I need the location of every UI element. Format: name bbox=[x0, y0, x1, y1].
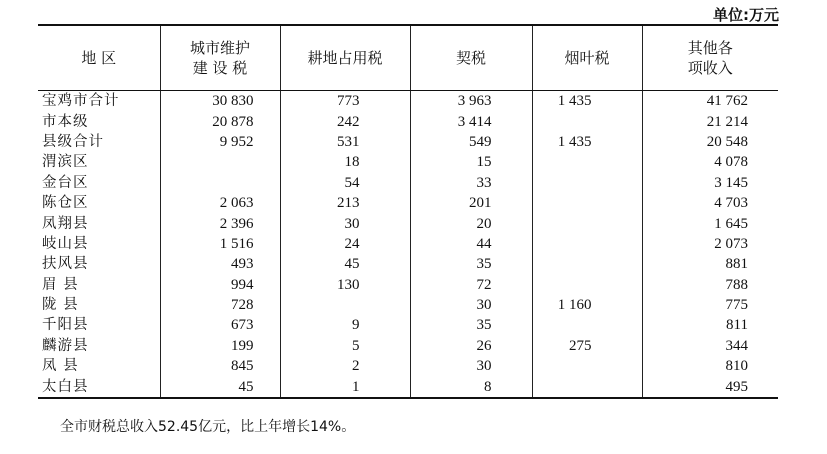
other-income-cell: 788 bbox=[725, 276, 748, 293]
table-row bbox=[38, 213, 778, 233]
table-row bbox=[38, 193, 778, 213]
table-row bbox=[38, 295, 778, 315]
header-other-line1: 其他各 bbox=[687, 39, 733, 57]
region-cell: 太白县 bbox=[38, 376, 160, 397]
urban-tax-cell: 673 bbox=[160, 315, 280, 335]
footnote: 全市财税总收入52.45亿元，比上年增长14%。 bbox=[60, 419, 356, 435]
tobacco-tax-cell: 1 160 bbox=[532, 295, 642, 315]
farmland-tax-cell: 1 bbox=[280, 376, 410, 397]
farmland-tax-cell: 773 bbox=[280, 91, 410, 112]
tobacco-tax-cell: 1 435 bbox=[532, 91, 642, 112]
deed-tax-cell: 201 bbox=[410, 193, 532, 213]
deed-tax-cell: 8 bbox=[410, 376, 532, 397]
region-cell: 扶风县 bbox=[38, 254, 160, 274]
deed-tax-cell: 549 bbox=[410, 132, 532, 152]
header-urban-tax bbox=[160, 25, 280, 91]
urban-tax-cell: 30 830 bbox=[160, 91, 280, 112]
farmland-tax-cell: 2 bbox=[280, 356, 410, 376]
farmland-tax-cell bbox=[280, 295, 410, 315]
table-row bbox=[38, 336, 778, 356]
farmland-tax-cell: 213 bbox=[280, 193, 410, 213]
urban-tax-cell: 9 952 bbox=[160, 132, 280, 152]
deed-tax-cell: 3 963 bbox=[410, 91, 532, 112]
tobacco-tax-cell: 275 bbox=[532, 336, 642, 356]
urban-tax-cell: 994 bbox=[160, 275, 280, 295]
urban-tax-cell: 1 516 bbox=[160, 234, 280, 254]
region-cell: 岐山县 bbox=[38, 234, 160, 254]
other-income-cell: 495 bbox=[642, 376, 778, 397]
farmland-tax-cell: 54 bbox=[280, 173, 410, 193]
other-income-cell: 3 145 bbox=[714, 174, 748, 191]
other-income-cell: 881 bbox=[725, 256, 748, 273]
region-cell: 市本级 bbox=[38, 111, 160, 131]
other-income-cell: 21 214 bbox=[706, 113, 748, 130]
table-row bbox=[38, 234, 778, 254]
urban-tax-cell: 199 bbox=[160, 336, 280, 356]
other-income-cell: 4 703 bbox=[714, 195, 748, 212]
deed-tax-cell: 44 bbox=[410, 234, 532, 254]
tobacco-tax-cell bbox=[532, 254, 642, 274]
deed-tax-cell: 30 bbox=[410, 295, 532, 315]
farmland-tax-cell: 9 bbox=[280, 315, 410, 335]
table-row bbox=[38, 376, 778, 397]
other-income-cell: 41 762 bbox=[706, 93, 748, 110]
tobacco-tax-cell bbox=[532, 111, 642, 131]
region-cell: 凤 县 bbox=[38, 356, 160, 376]
other-income-cell: 4 078 bbox=[714, 154, 748, 171]
other-income-cell: 775 bbox=[725, 297, 748, 314]
urban-tax-cell: 845 bbox=[160, 356, 280, 376]
deed-tax-cell: 26 bbox=[410, 336, 532, 356]
table-row bbox=[38, 356, 778, 376]
farmland-tax-cell: 18 bbox=[280, 152, 410, 172]
other-income-cell: 344 bbox=[725, 337, 748, 354]
farmland-tax-cell: 531 bbox=[280, 132, 410, 152]
farmland-tax-cell: 5 bbox=[280, 336, 410, 356]
urban-tax-cell: 493 bbox=[160, 254, 280, 274]
urban-tax-cell: 2 396 bbox=[160, 213, 280, 233]
deed-tax-cell: 20 bbox=[410, 213, 532, 233]
urban-tax-cell: 728 bbox=[160, 295, 280, 315]
region-cell: 陇 县 bbox=[38, 295, 160, 315]
region-cell: 千阳县 bbox=[38, 315, 160, 335]
deed-tax-cell: 33 bbox=[410, 173, 532, 193]
header-deed-tax: 契税 bbox=[410, 25, 532, 91]
header-farmland-tax: 耕地占用税 bbox=[280, 25, 410, 91]
region-cell: 凤翔县 bbox=[38, 213, 160, 233]
table-row bbox=[38, 315, 778, 335]
other-income-cell: 1 645 bbox=[714, 215, 748, 232]
header-other-line2: 项收入 bbox=[687, 59, 733, 77]
region-cell: 眉 县 bbox=[38, 275, 160, 295]
tobacco-tax-cell bbox=[532, 275, 642, 295]
table-row bbox=[38, 173, 778, 193]
region-cell: 陈仓区 bbox=[38, 193, 160, 213]
farmland-tax-cell: 45 bbox=[280, 254, 410, 274]
table-row bbox=[38, 132, 778, 152]
deed-tax-cell: 35 bbox=[410, 315, 532, 335]
tobacco-tax-cell bbox=[532, 356, 642, 376]
header-region: 地 区 bbox=[38, 25, 160, 91]
tobacco-tax-cell: 1 435 bbox=[532, 132, 642, 152]
farmland-tax-cell: 130 bbox=[280, 275, 410, 295]
tobacco-tax-cell bbox=[532, 234, 642, 254]
other-income-cell: 20 548 bbox=[706, 133, 748, 150]
urban-tax-cell: 45 bbox=[160, 376, 280, 397]
table-row bbox=[38, 111, 778, 131]
region-cell: 宝鸡市合计 bbox=[38, 91, 160, 112]
deed-tax-cell: 72 bbox=[410, 275, 532, 295]
tobacco-tax-cell bbox=[532, 315, 642, 335]
other-income-cell: 811 bbox=[726, 317, 748, 334]
tobacco-tax-cell bbox=[532, 173, 642, 193]
urban-tax-cell: 20 878 bbox=[160, 111, 280, 131]
urban-tax-cell bbox=[160, 152, 280, 172]
tobacco-tax-cell bbox=[532, 193, 642, 213]
table-body bbox=[38, 91, 778, 398]
region-cell: 渭滨区 bbox=[38, 152, 160, 172]
tobacco-tax-cell bbox=[532, 376, 642, 397]
urban-tax-cell bbox=[160, 173, 280, 193]
table-row bbox=[38, 152, 778, 172]
farmland-tax-cell: 24 bbox=[280, 234, 410, 254]
header-urban-line1: 城市维护 bbox=[189, 39, 250, 57]
table-row bbox=[38, 275, 778, 295]
deed-tax-cell: 15 bbox=[410, 152, 532, 172]
header-other-income bbox=[642, 25, 778, 91]
other-income-cell: 2 073 bbox=[714, 235, 748, 252]
tax-table bbox=[38, 24, 778, 399]
region-cell: 金台区 bbox=[38, 173, 160, 193]
deed-tax-cell: 30 bbox=[410, 356, 532, 376]
region-cell: 麟游县 bbox=[38, 336, 160, 356]
farmland-tax-cell: 242 bbox=[280, 111, 410, 131]
region-cell: 县级合计 bbox=[38, 132, 160, 152]
deed-tax-cell: 35 bbox=[410, 254, 532, 274]
unit-label: 单位:万元 bbox=[713, 6, 779, 24]
table-row bbox=[38, 91, 778, 112]
other-income-cell: 810 bbox=[725, 358, 748, 375]
deed-tax-cell: 3 414 bbox=[410, 111, 532, 131]
urban-tax-cell: 2 063 bbox=[160, 193, 280, 213]
tobacco-tax-cell bbox=[532, 152, 642, 172]
tobacco-tax-cell bbox=[532, 213, 642, 233]
table-row bbox=[38, 254, 778, 274]
header-urban-line2: 建 设 税 bbox=[192, 59, 248, 77]
table-header bbox=[38, 25, 778, 91]
farmland-tax-cell: 30 bbox=[280, 213, 410, 233]
header-tobacco-tax: 烟叶税 bbox=[532, 25, 642, 91]
